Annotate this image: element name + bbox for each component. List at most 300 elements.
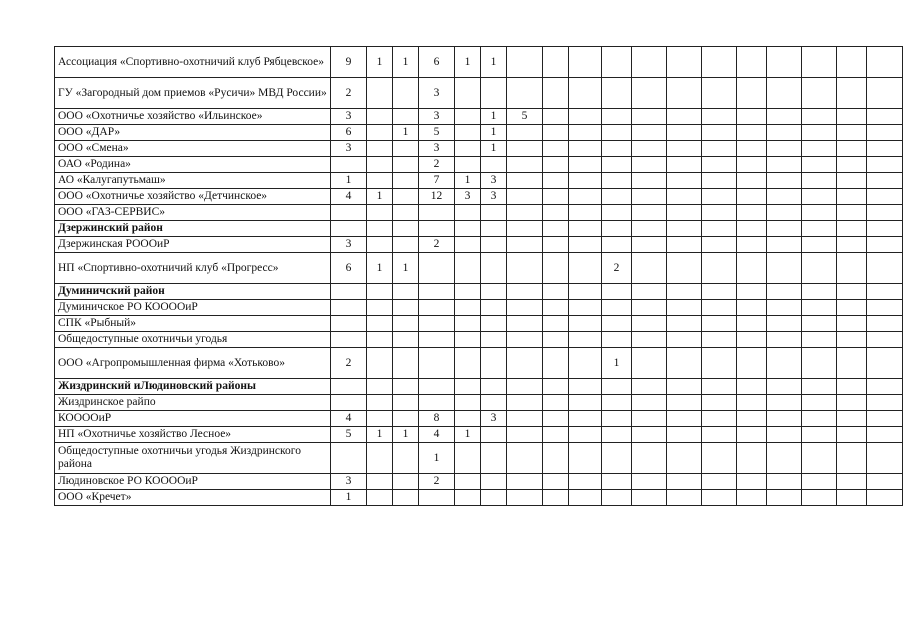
table-cell: 1: [331, 490, 367, 506]
table-row: [55, 332, 903, 348]
table-row: [55, 427, 903, 443]
table-cell: [837, 348, 867, 379]
table-cell: 5: [507, 109, 543, 125]
table-cell: [367, 173, 393, 189]
table-cell: [632, 78, 667, 109]
table-cell: [481, 78, 507, 109]
table-cell: 1: [455, 47, 481, 78]
table-cell: [569, 253, 602, 284]
table-cell: 4: [331, 189, 367, 205]
table-cell: [569, 300, 602, 316]
table-cell: [667, 78, 702, 109]
table-cell: [455, 78, 481, 109]
table-cell: [393, 316, 419, 332]
table-cell: [507, 443, 543, 474]
table-cell: [569, 237, 602, 253]
organization-name: ООО «ГАЗ-СЕРВИС»: [55, 205, 331, 221]
table-cell: [737, 427, 767, 443]
table-cell: [767, 205, 802, 221]
table-cell: [543, 490, 569, 506]
table-cell: [481, 332, 507, 348]
table-cell: [481, 157, 507, 173]
table-cell: [393, 78, 419, 109]
table-cell: [737, 348, 767, 379]
table-cell: 1: [481, 47, 507, 78]
table-cell: [455, 348, 481, 379]
table-cell: [632, 253, 667, 284]
table-cell: [393, 221, 419, 237]
table-cell: [455, 332, 481, 348]
table-cell: [602, 109, 632, 125]
table-cell: [837, 490, 867, 506]
table-cell: [367, 109, 393, 125]
section-title: Дзержинский район: [55, 221, 331, 237]
table-cell: [543, 47, 569, 78]
table-cell: [667, 125, 702, 141]
table-row: [55, 205, 903, 221]
table-cell: [393, 189, 419, 205]
table-cell: [767, 395, 802, 411]
table-cell: [702, 157, 737, 173]
table-cell: [507, 348, 543, 379]
table-cell: [867, 316, 903, 332]
table-cell: [419, 253, 455, 284]
table-cell: [455, 141, 481, 157]
table-cell: [543, 332, 569, 348]
table-cell: [767, 427, 802, 443]
table-cell: [632, 474, 667, 490]
table-cell: [737, 490, 767, 506]
table-cell: [837, 411, 867, 427]
table-cell: [507, 474, 543, 490]
table-cell: [481, 253, 507, 284]
table-cell: [667, 157, 702, 173]
table-cell: [543, 173, 569, 189]
table-cell: [667, 443, 702, 474]
table-cell: 1: [367, 427, 393, 443]
table-cell: [507, 316, 543, 332]
table-cell: [702, 490, 737, 506]
table-cell: [767, 284, 802, 300]
table-cell: [543, 300, 569, 316]
table-cell: [667, 300, 702, 316]
table-cell: [507, 490, 543, 506]
section-title: Жиздринский иЛюдиновский районы: [55, 379, 331, 395]
table-cell: [455, 253, 481, 284]
table-cell: [667, 47, 702, 78]
table-cell: [737, 205, 767, 221]
table-cell: 3: [419, 78, 455, 109]
table-cell: 6: [331, 253, 367, 284]
table-cell: [667, 395, 702, 411]
table-row: [55, 157, 903, 173]
table-cell: [419, 395, 455, 411]
table-cell: [737, 395, 767, 411]
table-cell: [602, 78, 632, 109]
table-cell: [393, 490, 419, 506]
table-cell: 1: [455, 173, 481, 189]
table-cell: [393, 237, 419, 253]
table-cell: [737, 316, 767, 332]
table-cell: [569, 411, 602, 427]
table-cell: 4: [419, 427, 455, 443]
table-cell: 2: [419, 237, 455, 253]
table-cell: [367, 157, 393, 173]
table-cell: [393, 205, 419, 221]
table-cell: [455, 316, 481, 332]
table-cell: [667, 379, 702, 395]
table-cell: [481, 300, 507, 316]
table-cell: 6: [331, 125, 367, 141]
table-cell: [802, 379, 837, 395]
table-cell: [667, 141, 702, 157]
table-cell: [667, 427, 702, 443]
table-cell: [867, 427, 903, 443]
table-cell: 1: [481, 125, 507, 141]
table-cell: [543, 427, 569, 443]
table-cell: [802, 47, 837, 78]
table-cell: [632, 490, 667, 506]
table-cell: 3: [419, 109, 455, 125]
table-cell: [393, 379, 419, 395]
table-cell: [507, 47, 543, 78]
table-cell: [569, 157, 602, 173]
table-cell: [767, 173, 802, 189]
table-cell: [867, 379, 903, 395]
table-cell: [837, 316, 867, 332]
table-cell: [393, 109, 419, 125]
table-cell: [867, 141, 903, 157]
table-cell: [569, 474, 602, 490]
table-row: [55, 78, 903, 109]
table-cell: [737, 141, 767, 157]
table-cell: [455, 125, 481, 141]
table-cell: [867, 237, 903, 253]
table-cell: [543, 474, 569, 490]
table-cell: [737, 284, 767, 300]
table-cell: [543, 395, 569, 411]
table-cell: [632, 348, 667, 379]
section-header-row: [55, 379, 903, 395]
table-cell: [667, 411, 702, 427]
table-cell: [632, 411, 667, 427]
table-cell: [507, 237, 543, 253]
table-cell: [802, 221, 837, 237]
table-cell: [455, 221, 481, 237]
table-cell: 1: [367, 47, 393, 78]
organization-name: ООО «Смена»: [55, 141, 331, 157]
table-cell: [602, 300, 632, 316]
table-cell: [367, 221, 393, 237]
table-cell: [667, 474, 702, 490]
table-cell: [667, 332, 702, 348]
data-table: [54, 46, 903, 506]
table-cell: 12: [419, 189, 455, 205]
table-cell: [543, 78, 569, 109]
table-cell: [367, 141, 393, 157]
table-cell: [455, 109, 481, 125]
table-cell: [419, 205, 455, 221]
table-cell: [602, 490, 632, 506]
table-cell: 1: [367, 253, 393, 284]
table-cell: [737, 47, 767, 78]
organization-name: ООО «ДАР»: [55, 125, 331, 141]
table-cell: [331, 379, 367, 395]
table-cell: [393, 141, 419, 157]
table-row: [55, 109, 903, 125]
table-cell: [737, 189, 767, 205]
table-cell: [543, 157, 569, 173]
table-cell: [632, 221, 667, 237]
table-cell: [867, 332, 903, 348]
table-cell: [867, 443, 903, 474]
table-cell: [569, 284, 602, 300]
table-cell: [481, 348, 507, 379]
table-row: [55, 443, 903, 474]
table-row: [55, 348, 903, 379]
table-cell: 3: [331, 109, 367, 125]
table-cell: 1: [602, 348, 632, 379]
table-cell: [602, 284, 632, 300]
table-cell: [331, 157, 367, 173]
table-cell: [837, 157, 867, 173]
table-cell: [419, 284, 455, 300]
table-cell: 4: [331, 411, 367, 427]
table-cell: [507, 332, 543, 348]
organization-name: ОАО «Родина»: [55, 157, 331, 173]
table-cell: [455, 205, 481, 221]
table-cell: [867, 490, 903, 506]
table-cell: [867, 411, 903, 427]
table-cell: [543, 109, 569, 125]
table-cell: [837, 125, 867, 141]
table-cell: [702, 284, 737, 300]
table-cell: [802, 237, 837, 253]
table-cell: [867, 221, 903, 237]
table-cell: [602, 125, 632, 141]
table-cell: [702, 474, 737, 490]
table-cell: [867, 253, 903, 284]
organization-name: ООО «Охотничье хозяйство «Ильинское»: [55, 109, 331, 125]
table-cell: [632, 300, 667, 316]
table-cell: [802, 78, 837, 109]
table-cell: [367, 300, 393, 316]
table-cell: [702, 109, 737, 125]
table-cell: 3: [419, 141, 455, 157]
table-row: [55, 316, 903, 332]
table-cell: [543, 411, 569, 427]
table-cell: [737, 237, 767, 253]
table-cell: [602, 395, 632, 411]
table-cell: [667, 189, 702, 205]
table-cell: [802, 125, 837, 141]
table-cell: [602, 141, 632, 157]
table-row: [55, 173, 903, 189]
table-cell: [367, 379, 393, 395]
table-cell: 2: [419, 157, 455, 173]
table-cell: 3: [331, 141, 367, 157]
table-cell: [569, 141, 602, 157]
table-cell: [632, 284, 667, 300]
table-cell: [632, 47, 667, 78]
table-cell: [737, 109, 767, 125]
table-cell: [507, 427, 543, 443]
organization-name: ООО «Кречет»: [55, 490, 331, 506]
table-cell: [331, 221, 367, 237]
table-cell: [455, 379, 481, 395]
table-cell: [393, 284, 419, 300]
table-cell: [837, 427, 867, 443]
table-cell: 3: [481, 173, 507, 189]
table-cell: [419, 316, 455, 332]
table-cell: [367, 237, 393, 253]
table-cell: 1: [393, 253, 419, 284]
table-cell: [543, 348, 569, 379]
organization-name: Общедоступные охотничьи угодья: [55, 332, 331, 348]
table-cell: [331, 332, 367, 348]
table-cell: [455, 284, 481, 300]
table-cell: [837, 78, 867, 109]
table-cell: [702, 316, 737, 332]
table-cell: [507, 379, 543, 395]
table-cell: [569, 379, 602, 395]
table-cell: 9: [331, 47, 367, 78]
table-cell: [543, 125, 569, 141]
table-cell: [767, 78, 802, 109]
table-cell: [602, 332, 632, 348]
table-cell: [702, 47, 737, 78]
table-cell: [481, 395, 507, 411]
table-cell: [569, 221, 602, 237]
table-cell: 1: [455, 427, 481, 443]
table-cell: [602, 221, 632, 237]
table-cell: [367, 78, 393, 109]
table-cell: 1: [481, 141, 507, 157]
table-cell: [543, 189, 569, 205]
table-cell: [569, 427, 602, 443]
table-cell: [507, 253, 543, 284]
table-cell: [367, 316, 393, 332]
table-cell: [543, 205, 569, 221]
table-row: [55, 141, 903, 157]
table-cell: [767, 443, 802, 474]
table-cell: [419, 379, 455, 395]
table-cell: [543, 284, 569, 300]
table-cell: [802, 348, 837, 379]
table-row: [55, 490, 903, 506]
table-cell: [543, 379, 569, 395]
table-cell: [393, 443, 419, 474]
organization-name: НП «Охотничье хозяйство Лесное»: [55, 427, 331, 443]
table-cell: [767, 47, 802, 78]
table-cell: [737, 300, 767, 316]
table-cell: [667, 205, 702, 221]
section-header-row: [55, 284, 903, 300]
table-cell: [507, 395, 543, 411]
table-cell: [802, 300, 837, 316]
table-cell: 3: [481, 411, 507, 427]
section-title: Думиничский район: [55, 284, 331, 300]
table-cell: [802, 316, 837, 332]
organization-name: Ассоциация «Спортивно-охотничий клуб Рябцевское»: [55, 47, 331, 78]
table-cell: [543, 316, 569, 332]
table-cell: 1: [367, 189, 393, 205]
table-cell: [667, 284, 702, 300]
table-cell: [867, 157, 903, 173]
table-cell: [455, 474, 481, 490]
table-cell: [367, 125, 393, 141]
table-cell: [602, 189, 632, 205]
table-cell: [602, 379, 632, 395]
table-cell: [867, 47, 903, 78]
table-cell: [802, 395, 837, 411]
organization-name: Думиничское РО КООООиР: [55, 300, 331, 316]
table-cell: [569, 125, 602, 141]
table-cell: [455, 157, 481, 173]
table-cell: [419, 221, 455, 237]
organization-name: ООО «Охотничье хозяйство «Детчинское»: [55, 189, 331, 205]
table-cell: [331, 316, 367, 332]
table-cell: [602, 205, 632, 221]
table-cell: [393, 474, 419, 490]
table-cell: [737, 221, 767, 237]
table-cell: [802, 205, 837, 221]
table-cell: [481, 474, 507, 490]
table-cell: [455, 443, 481, 474]
table-cell: [481, 205, 507, 221]
table-cell: [767, 221, 802, 237]
table-cell: [507, 205, 543, 221]
table-cell: [602, 427, 632, 443]
table-cell: [367, 395, 393, 411]
section-header-row: [55, 221, 903, 237]
table-cell: [837, 300, 867, 316]
table-cell: [837, 332, 867, 348]
table-cell: [632, 443, 667, 474]
table-cell: [569, 443, 602, 474]
table-cell: [419, 348, 455, 379]
table-cell: 2: [331, 348, 367, 379]
table-cell: [569, 173, 602, 189]
table-cell: [837, 221, 867, 237]
table-cell: [507, 78, 543, 109]
organization-name: НП «Спортивно-охотничий клуб «Прогресс»: [55, 253, 331, 284]
table-cell: 6: [419, 47, 455, 78]
table-cell: [667, 237, 702, 253]
organization-name: КООООиР: [55, 411, 331, 427]
table-cell: [569, 332, 602, 348]
table-cell: [837, 474, 867, 490]
table-cell: [602, 474, 632, 490]
table-cell: [419, 490, 455, 506]
table-cell: [543, 253, 569, 284]
table-cell: [867, 474, 903, 490]
table-cell: [867, 205, 903, 221]
table-cell: [602, 316, 632, 332]
table-cell: [737, 173, 767, 189]
table-cell: [702, 348, 737, 379]
organization-name: Общедоступные охотничьи угодья Жиздринского района: [55, 443, 331, 474]
table-cell: [507, 189, 543, 205]
table-cell: [602, 47, 632, 78]
table-cell: 3: [481, 189, 507, 205]
table-cell: [367, 205, 393, 221]
table-cell: [737, 443, 767, 474]
table-cell: [837, 253, 867, 284]
table-cell: [331, 284, 367, 300]
organization-name: Людиновское РО КООООиР: [55, 474, 331, 490]
table-cell: [632, 109, 667, 125]
